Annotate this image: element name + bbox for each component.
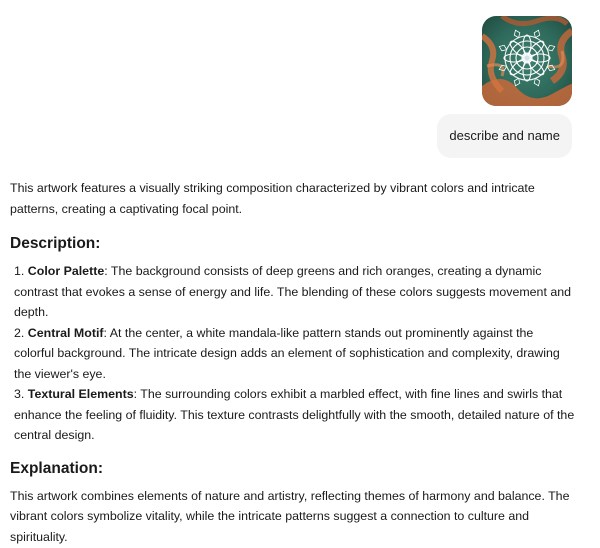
- list-item: [10, 323, 576, 385]
- list-item-colon: :: [104, 264, 108, 278]
- list-item-title: Textural Elements: [27, 387, 134, 401]
- list-item-number: 3.: [14, 387, 25, 401]
- description-heading: Description:: [10, 235, 101, 252]
- list-item-text: At the center, a white mandala-like pattern stands out prominently against the colorful background. The intricate design adds an element of sophistication and complexity, drawing the viewer's eye.: [14, 325, 560, 381]
- assistant-response: [10, 178, 576, 547]
- response-intro: This artwork features a visually striking composition characterized by vibrant colors and intricate patterns, creating a captivating focal point.: [10, 181, 535, 216]
- list-item-colon: :: [103, 325, 107, 340]
- list-item: [10, 261, 576, 323]
- list-item-colon: :: [133, 387, 138, 401]
- list-item-text: The surrounding colors exhibit a marbled effect, with fine lines and swirls that enhance the feeling of fluidity. This texture contrasts delightfully with the smooth, detailed nature of the central design.: [14, 387, 575, 442]
- list-item-title: Color Palette: [27, 264, 105, 278]
- list-item: [10, 384, 576, 446]
- user-message-bubble: describe and name: [437, 114, 572, 158]
- mandala-artwork-thumbnail[interactable]: [482, 16, 572, 106]
- user-message: [437, 16, 572, 158]
- list-item-title: Central Motif: [27, 325, 104, 340]
- description-list: [10, 261, 576, 446]
- list-item-text: The background consists of deep greens and rich oranges, creating a dynamic contrast that evokes a sense of energy and life. The blending of these colors suggests movement and depth.: [14, 264, 571, 319]
- list-item-number: 2.: [14, 325, 25, 340]
- explanation-heading: Explanation:: [10, 459, 104, 477]
- list-item-number: 1.: [14, 264, 25, 278]
- explanation-text: This artwork combines elements of nature and artistry, reflecting themes of harmony and balance. The vibrant colors symbolize vitality, while the intricate patterns suggest a connection to culture and spirituality.: [10, 488, 570, 544]
